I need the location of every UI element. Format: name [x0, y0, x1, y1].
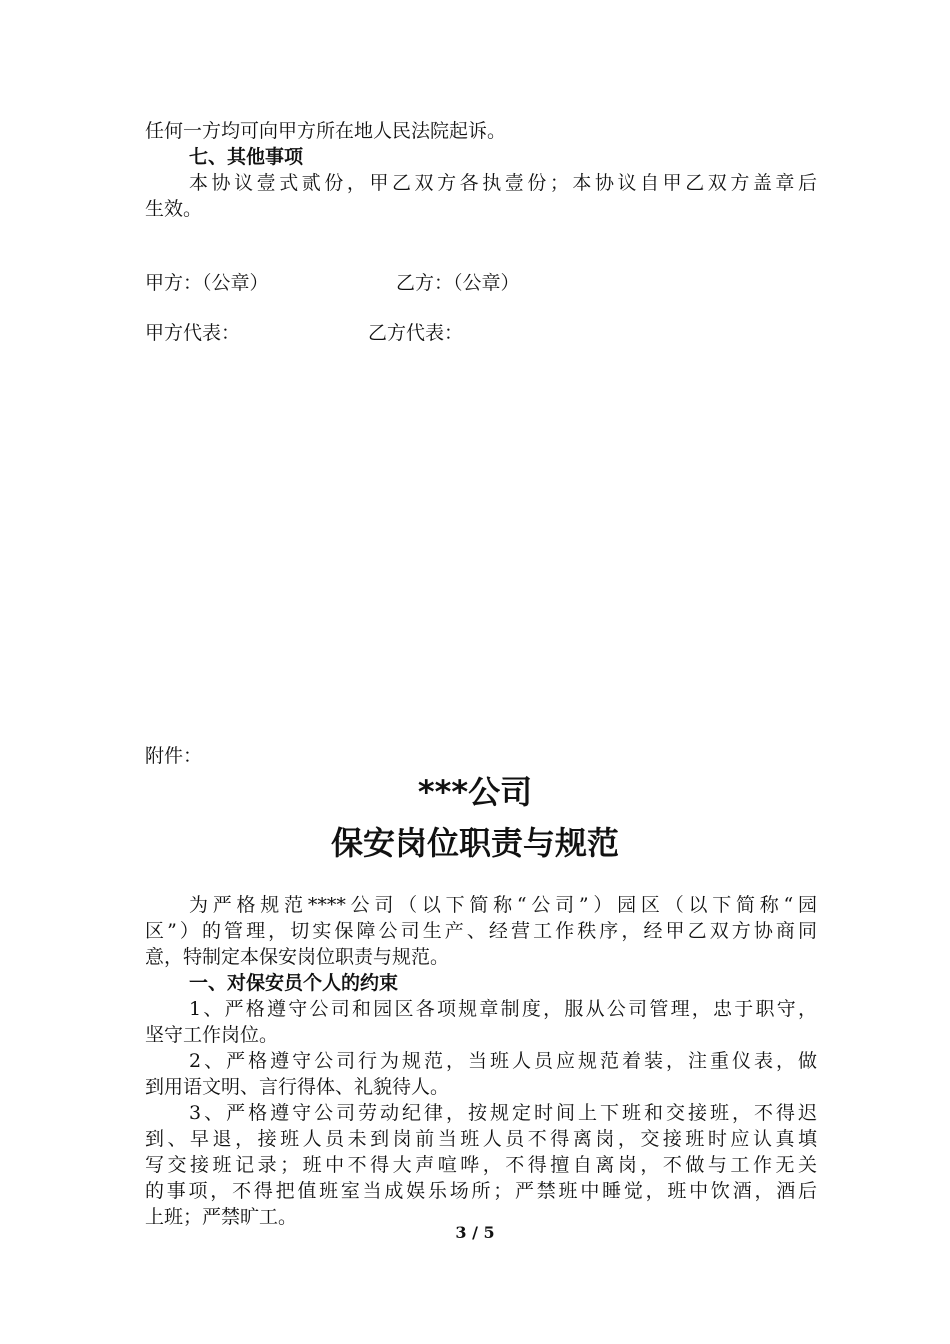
- attachment-label: 附件：: [145, 745, 203, 767]
- page-number: 3 / 5: [455, 1223, 495, 1242]
- company-title: ***公司: [417, 773, 533, 811]
- item-line: 坚守工作岗位。: [145, 1024, 279, 1046]
- party-b-representative: 乙方代表：: [368, 322, 464, 344]
- item-line: 3、严格遵守公司劳动纪律，按规定时间上下班和交接班，不得迟: [189, 1102, 817, 1124]
- item-line: 的事项，不得把值班室当成娱乐场所；严禁班中睡觉，班中饮酒，酒后: [145, 1180, 817, 1202]
- text-line: 本协议壹式贰份，甲乙双方各执壹份；本协议自甲乙双方盖章后: [189, 172, 817, 194]
- document-title: 保安岗位职责与规范: [330, 824, 619, 862]
- section-heading: 一、对保安员个人的约束: [189, 972, 399, 994]
- intro-line: 意，特制定本保安岗位职责与规范。: [145, 946, 450, 968]
- item-line: 到用语文明、言行得体、礼貌待人。: [145, 1076, 450, 1098]
- text-line: 任何一方均可向甲方所在地人民法院起诉。: [145, 120, 507, 142]
- text-line: 生效。: [145, 198, 203, 220]
- item-line: 写交接班记录；班中不得大声喧哗，不得擅自离岗，不做与工作无关: [145, 1154, 817, 1176]
- intro-line: 区”）的管理，切实保障公司生产、经营工作秩序，经甲乙双方协商同: [145, 920, 817, 942]
- intro-line: 为严格规范****公司（以下简称“公司”）园区（以下简称“园: [189, 894, 817, 916]
- party-a-representative: 甲方代表：: [145, 322, 241, 344]
- item-line: 1、严格遵守公司和园区各项规章制度，服从公司管理，忠于职守，: [189, 998, 817, 1020]
- item-line: 到、早退，接班人员未到岗前当班人员不得离岗，交接班时应认真填: [145, 1128, 817, 1150]
- party-a-seal: 甲方：（公章）: [145, 272, 269, 294]
- party-b-seal: 乙方：（公章）: [396, 272, 520, 294]
- section-heading: 七、其他事项: [189, 146, 304, 168]
- item-line: 2、严格遵守公司行为规范，当班人员应规范着装，注重仪表，做: [189, 1050, 817, 1072]
- item-line: 上班；严禁旷工。: [145, 1206, 298, 1228]
